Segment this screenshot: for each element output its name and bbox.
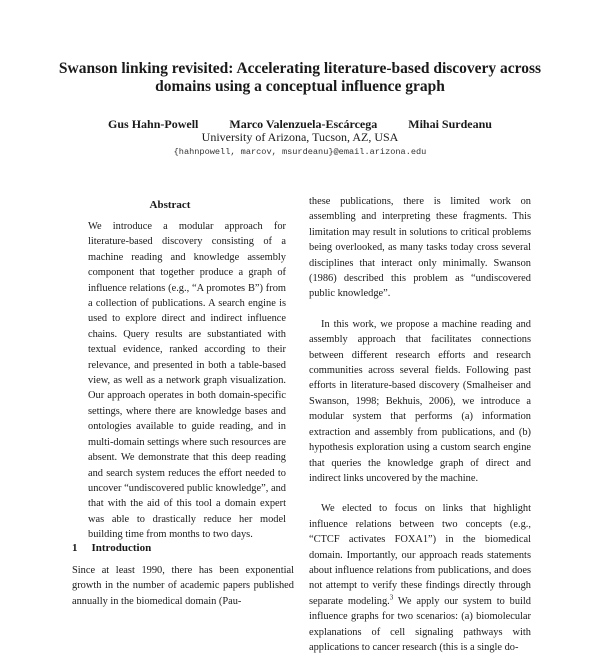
right-column	[309, 194, 531, 670]
author-name: Marco Valenzuela-Escárcega	[229, 117, 378, 131]
paragraph-text: We apply our system to build influence graphs for two scenarios: (a) biomolecular explanations of cell signaling pathways with applications to cancer research (this is a single do-	[309, 595, 531, 653]
abstract-body: We introduce a modular approach for literature-based discovery consisting of a machine reading and knowledge assembly component that together produce a graph of influence relations (e.g., “A promotes B”) from a collection of publications. A search engine is used to explore direct and indirect influence chains. Query results are substantiated with textual evidence, ranked according to their relevance, and presented in both a table-based view, as well as a network graph visualization. Our approach operates in both domain-specific settings, where there are knowledge bases and ontologies available to guide reading, and in multi-domain settings where such resources are absent. We demonstrate that this deep reading and search system reduces the effort needed to uncover “undiscovered public knowledge”, and that with the aid of this tool a domain expert was able to drastically reduce her model building time from months to two days.	[88, 221, 286, 541]
affiliation: University of Arizona, Tucson, AZ, USA	[201, 130, 399, 144]
paper-title: Swanson linking revisited: Accelerating literature-based discovery across domains using a conceptual influence graph	[58, 60, 542, 95]
footnote-marker: 3	[389, 593, 394, 602]
author-name: Mihai Surdeanu	[408, 117, 492, 131]
body-paragraph: these publications, there is limited work on assembling and interpreting these fragments. This limitation may result in solutions to critical problems being overlooked, as many tasks today cross several disciplines that interact only minimally. Swanson (1986) described this problem as “undiscovered public knowledge”.	[309, 196, 531, 300]
body-paragraph	[309, 501, 531, 655]
section-number: 1	[72, 542, 78, 554]
body-paragraph: In this work, we propose a machine reading and assembly approach that facilitates connections between different research efforts and research communities across several fields. Following past efforts in literature-based discovery (Smalheiser and Swanson, 1998; Bekhuis, 2006), we introduce a modular system that performs (a) information extraction and assembly from publications, and (b) hypothesis exploration using a custom search engine that queries the knowledge graph of direct and indirect links uncovered by the machine.	[309, 318, 531, 484]
abstract-heading: Abstract	[149, 199, 191, 211]
author-name: Gus Hahn-Powell	[108, 117, 199, 131]
paragraph-text: We elected to focus on links that highlight influence relations between two concepts (e.g., “CTCF activates FOXA1”) in the biomedical domain. Importantly, our approach reads statements about influence relations from publications, and does not attempt to verify these findings directly through separate modeling.	[309, 503, 531, 607]
author-email: {hahnpowell, marcov, msurdeanu}@email.arizona.edu	[173, 147, 427, 157]
introduction-body: Since at least 1990, there has been exponential growth in the number of academic papers published annually in the biomedical domain (Pau-	[72, 565, 294, 607]
section-heading-introduction	[72, 541, 292, 555]
section-title: Introduction	[91, 542, 152, 554]
